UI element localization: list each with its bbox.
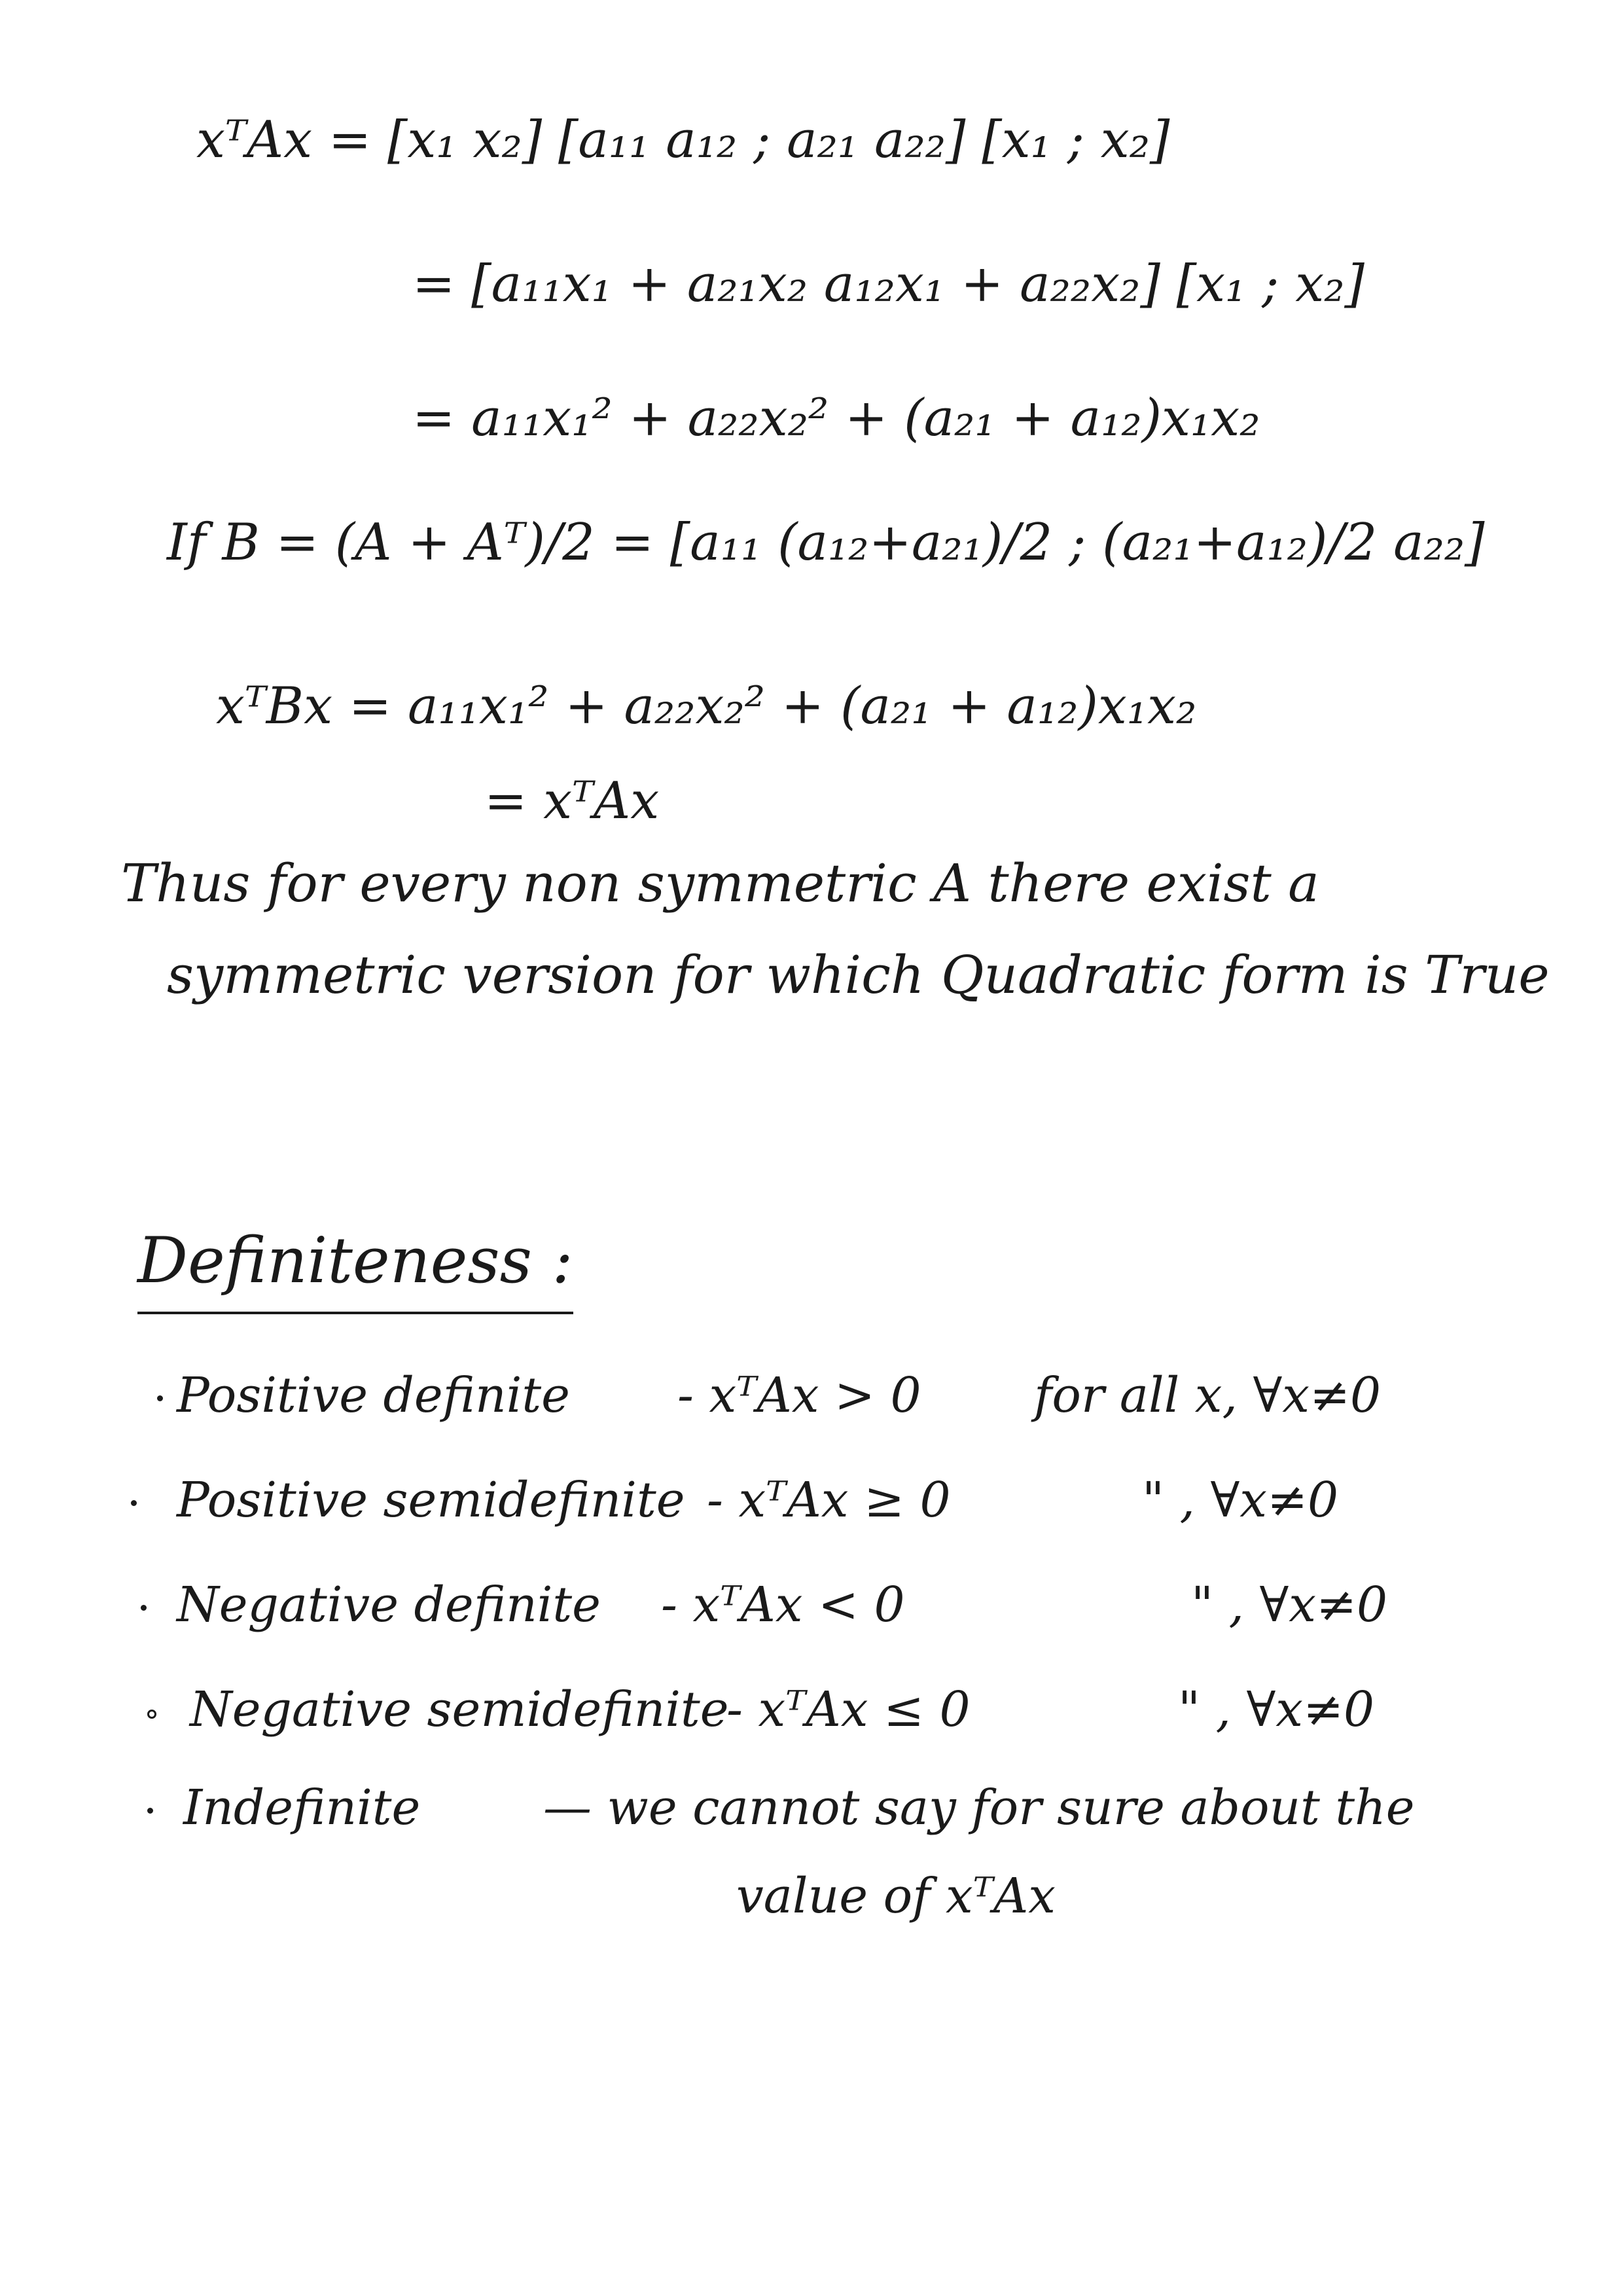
derivation-line-5: xᵀBx = a₁₁x₁² + a₂₂x₂² + (a₂₁ + a₁₂)x₁x₂ xyxy=(216,677,1197,736)
item-name: Indefinite xyxy=(183,1780,421,1836)
item-quantifier: value of xᵀAx xyxy=(736,1868,1056,1924)
bullet xyxy=(147,1710,156,1719)
conclusion-line-1: Thus for every non symmetric A there exist a xyxy=(121,853,1319,914)
item-quantifier: for all x, ∀x≠0 xyxy=(1034,1367,1382,1424)
item-quantifier: " , ∀x≠0 xyxy=(1142,1472,1339,1528)
item-name: Negative definite xyxy=(177,1577,601,1633)
derivation-line-2: = [a₁₁x₁ + a₂₁x₂ a₁₂x₁ + a₂₂x₂] [x₁ ; x₂] xyxy=(412,255,1364,314)
item-condition: — we cannot say for sure about the xyxy=(543,1780,1415,1836)
item-condition: - xᵀAx ≥ 0 xyxy=(707,1472,951,1528)
derivation-line-3: = a₁₁x₁² + a₂₂x₂² + (a₂₁ + a₁₂)x₁x₂ xyxy=(412,389,1260,448)
item-condition: - xᵀAx ≤ 0 xyxy=(726,1681,971,1738)
item-name: Positive semidefinite xyxy=(177,1472,685,1528)
derivation-line-6: = xᵀAx xyxy=(484,772,660,831)
derivation-line-1: xᵀAx = [x₁ x₂] [a₁₁ a₁₂ ; a₂₁ a₂₂] [x₁ ; x₂] xyxy=(196,111,1170,170)
item-quantifier: " , ∀x≠0 xyxy=(1178,1681,1375,1738)
conclusion-line-2: symmetric version for which Quadratic form is True xyxy=(167,944,1550,1005)
item-name: Negative semidefinite xyxy=(190,1681,729,1738)
bullet xyxy=(141,1605,147,1611)
derivation-line-4: If B = (A + Aᵀ)/2 = [a₁₁ (a₁₂+a₂₁)/2 ; (a₂₁+a₁₂)/2 a₂₂] xyxy=(167,513,1485,572)
item-condition: - xᵀAx > 0 xyxy=(677,1367,921,1424)
item-name: Positive definite xyxy=(177,1367,570,1424)
bullet xyxy=(131,1500,137,1506)
definiteness-heading: Definiteness : xyxy=(137,1224,573,1314)
item-condition: - xᵀAx < 0 xyxy=(661,1577,905,1633)
item-quantifier: " , ∀x≠0 xyxy=(1191,1577,1388,1633)
bullet xyxy=(157,1395,163,1401)
bullet xyxy=(147,1808,153,1814)
